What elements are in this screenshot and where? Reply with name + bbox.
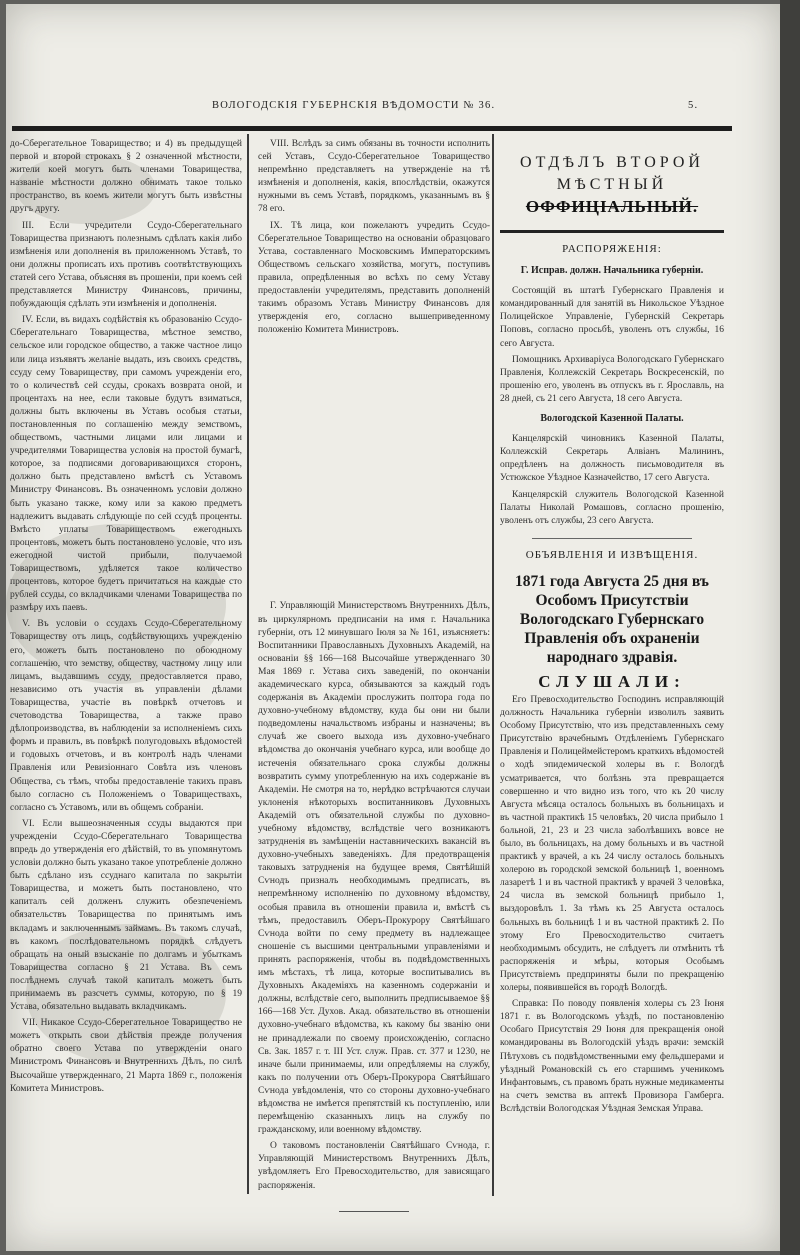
section-subtitle-official: ОФФИЦІАЛЬНЫЙ. [525, 197, 699, 216]
heard-heading: СЛУШАЛИ: [538, 671, 686, 691]
paragraph: IX. Тѣ лица, кои пожелаютъ учредить Ссудо-Сберегательное Товарищество на основаніи образцоваго Устава, составленнаго Московскимъ Императорскимъ Обществомъ сельскаго хозяйства, могутъ, поступивъ правила, опредѣленныя во всѣхъ по сему Уставу предоставленіи учредителямъ, представить дополненій такимъ образомъ Уставъ Министру Финансовъ для утвержденія его, согласно вышеприведенному положенію Комитета Министровъ. [258, 220, 490, 336]
page-number: 5. [688, 100, 699, 111]
section-title: ОТДѢЛЪ ВТОРОЙ [520, 154, 704, 171]
subheading: Г. Исправ. должн. Начальника губерніи. [520, 265, 704, 277]
subheading: Вологодской Казенной Палаты. [540, 413, 684, 425]
column-divider [247, 134, 249, 1194]
section-subtitle: МѢСТНЫЙ [556, 176, 668, 193]
paragraph: III. Если учредители Ссудо-Сберегательнаго Товарищества признаютъ полезнымъ сдѣлать какія либо измѣненія или дополненія въ приложенномъ Уставѣ, то они должны прописать ихъ противъ соотвѣтствующихъ статей сего Устава, объясняя въ прошеніи, при коемъ сей представляется Министру Финансовъ, причины, побуждающія сдѣлать эти измѣненія и дополненія. [10, 220, 242, 310]
paragraph: VII. Никакое Ссудо-Сберегательное Товарищество не можетъ открыть свои дѣйствія прежде получения обратно своего Устава по утвержденіи онаго Министромъ Финансовъ и Внутреннихъ Дѣлъ, по силѣ Высочайше утвержденнаго, 21 Марта 1869 г., положенія Комитета Министровъ. [10, 1018, 242, 1094]
divider [532, 538, 692, 539]
meeting-heading: 1871 года Августа 25 дня въ Особомъ Присутствіи Вологодскаго Губернскаго Правленія объ охраненіи народнаго здравія. [515, 572, 709, 666]
paragraph: Состоящій въ штатѣ Губернскаго Правленія и командированный для занятій въ Никольское Уѣздное Полицейское Управленіе, Губернскій Секретарь Поповъ, согласно просьбѣ, уволенъ отъ службы, 16 сего Августа. [500, 286, 724, 349]
paragraph: VIII. Вслѣдъ за симъ обязаны въ точности исполнить сей Уставъ, Ссудо-Сберегательное Товарищество непремѣнно представляетъ на утвержденіе на тѣ измѣненія и дополненія, какія, впослѣдствіи, окажутся нужными въ семъ Уставѣ, порядкомъ, указаннымъ въ § 78 его. [258, 139, 490, 215]
column-right [500, 138, 724, 1198]
announcements-heading: ОБЪЯВЛЕНІЯ И ИЗВѢЩЕНІЯ. [525, 548, 699, 561]
newspaper-page [6, 4, 780, 1251]
paragraph: Г. Управляющій Министерствомъ Внутреннихъ Дѣлъ, въ циркулярномъ предписаніи на имя г. Начальника губерніи, отъ 12 минувшаго Іюля за № 161, изъясняетъ: Воспитанники Православныхъ Духовныхъ Академій, на основаніи §§ 166—168 Высочайше утвержденнаго 30 Мая 1869 г. Устава сихъ заведеній, по окончаніи академическаго курса, обязываются за каждый годъ содержанія въ Академіи прослужить полтора года по духовно-учебному вѣдомству, куда бы они ни были подведомлены начальствомъ избраны и назначены; въ случаѣ же своего выхода изъ духовно-учебнаго вѣдомства до окончанія учебнаго курса, или вообще до истеченія обязательнаго срока службы должны возвратить сумму употребленную на ихъ содержаніе въ Академіи. Не смотря на то, нерѣдко встрѣчаются случаи уклоненія нѣкоторыхъ воспитанниковъ Духовныхъ Академій отъ обязательной службы по духовно-учебному вѣдомству, вслѣдствіе чего возникаютъ затрудненія въ замѣщеніи наставническихъ вакансій въ духовно-учебныхъ заведеніяхъ. Для предотвращенія таковыхъ затрудненія на будущее время, Святѣйшій Сѵнодъ призналъ необходимымъ предписать, въ непремѣнному исполненію по духовному вѣдомству, особыя правила въ отношеніи правила и, вмѣстѣ съ тѣмъ, предоставилъ Оберъ-Прокурору Святѣйшаго Сѵнода войти по сему предмету въ надлежащее сношеніе съ высшими центральными управленіями и принять распоряженія, чтобы въ подвѣдомственныхъ имъ мѣстахъ, тѣ лица, которые воспитывались въ Духовныхъ Академіяхъ на казенномъ содержаніи и должны, вслѣдствіе сего, выполнить предписываемое §§ 166—168 Уст. Духов. Акад. обязательство въ отношеніи духовно-учебнаго вѣдомства, къ какому бы званію они не принадлежали по своему происхожденію, согласно Св. Зак. 1857 г. т. III Уст. служ. Прав. ст. 377 и 1230, не иначе были принимаемы, или опредѣляемы на службу, какъ по получении отъ Оберъ-Прокурора Святѣйшаго Сѵнода увѣдомленія, что со стороны духовно-учебнаго вѣдомства не имѣется препятствій къ поступленію, или перемѣщенію сказанныхъ лицъ на службу по гражданскому, или военному вѣдомству. [258, 601, 490, 1136]
column-left [10, 138, 242, 1193]
section-rule [500, 230, 724, 233]
newspaper-title: ВОЛОГОДСКІЯ ГУБЕРНСКІЯ ВѢДОМОСТИ № 36. [212, 100, 496, 111]
paragraph: Его Превосходительство Господинъ исправляющій должность Начальника губерніи изволилъ заявить Особому Присутствію, что изъ представленныхъ сему Присутствію врачебнымъ Отдѣленіемъ Губернскаго Правленія и Полицеймейстеромъ краткихъ вѣдомостей о ходѣ эпидемической холеры въ г. Вологдѣ усматривается, что болѣзнь эта превращается совершенно и что видно изъ того, что къ 20 числу Августа мѣсяца осталось больныхъ въ больницахъ и въ частной практикѣ 15 человѣкъ, 20 числа прибыло 1 больной, 21, 23 и 23 числа заболѣвшихъ вовсе не было, въ больницахъ, на дому больныхъ и въ частной практикѣ у врачей, а къ 24 числу осталось больныхъ холерою въ городской земской больницѣ 1, военномъ лазаретѣ 1 и въ частной практикѣ у врачей 3 человѣка, 24 числа въ земской больницѣ прибыло 1, выздоровѣлъ 1. За тѣмъ къ 25 Августа осталось больныхъ въ больницѣ 1 и въ частной практикѣ 2. По этому Его Превосходительство считаетъ необходимымъ обсудить, не слѣдуетъ ли отмѣнить тѣ распоряженія и мѣры, которыя Особымъ Присутствіемъ предприняты были по прекращенію холеры, появившейся въ городѣ Вологдѣ. [500, 694, 724, 994]
column-divider [492, 134, 494, 1196]
page-edge-shadow [780, 0, 800, 1255]
column-middle [258, 138, 490, 1191]
paragraph: IV. Если, въ видахъ содѣйствія къ образованію Ссудо-Сберегательнаго Товарищества, мѣстное земство, сельское или городское общество, а также частное лицо или лица изъявятъ желаніе выдать, изъ своихъ средствъ, ссуду сему Товариществу, при самомъ учрежденіи его, то о количествѣ сей ссуды, срокахъ возврата оной, и процентахъ на нее, если таковые будутъ взиматься, должны быть включены въ Уставъ особыя статьи, постановленныя по соглашенію между земствомъ, обществомъ, частными лицами или лицами и учредителями Товарищества условія на простой бумагѣ, которое, за подписями договаривающихся сторонъ, должно быть представлено вмѣстѣ съ Уставомъ Министру Финансовъ. Въ означенномъ условіи должно быть указано также, кому или за какою предметъ надлежитъ выдавать слѣдующіе по сей ссудѣ проценты. Вмѣсто уплаты Товариществомъ ежегодныхъ процентовъ, можетъ быть постановлено условіе, что изъ ежегодной чистой прибыли, получаемой Товариществомъ, удѣляется такое количество процентовъ, которое будетъ причитаться на каждые сто рублей ссуды, со вкладчиками членами Товарищества по размѣру ихъ паевъ. [10, 315, 242, 614]
end-rule [339, 1211, 409, 1212]
paragraph: Справка: По поводу появленія холеры съ 23 Іюня 1871 г. въ Вологодскомъ уѣздѣ, по постановленію Особаго Присутствія 29 Іюня для прекращенія оной командированы въ Вологодскій уѣздъ врачи: земскій Пѣтуховъ съ подвѣдомственными ему фельдшерами и уѣздный Романовскій съ его старшимъ ученикомъ Инфантовымъ, съ правомъ брать нужные медикаменты на счетъ земства въ аптекѣ Провизора Гамберга. Вслѣдствіи Вологодская Уѣздная Земская Управа. [500, 999, 724, 1114]
paragraph: VI. Если вышеозначенныя ссуды выдаются при учрежденіи Ссудо-Сберегательнаго Товарищества впредь до утвержденія его дѣйствій, то въ упомянутомъ условіи должно быть указано такое употребленіе должно быть сдѣлано изъ ссуднаго капитала по закрытіи Товарищества, и можетъ быть постановлено, что капиталъ сей долженъ служить обезпеченіемъ обязательствъ Товарищества по принятымъ имъ вкладамъ и заключеннымъ займамъ. Въ такомъ случаѣ, въ какомъ послѣдовательномъ порядкѣ слѣдуетъ обращать на оный взысканіе по долгамъ и убыткамъ Товарищества согласно § 21 Устава. Въ семъ послѣднемъ случаѣ такой капиталъ можетъ быть принимаемъ въ разсчетъ суммы, которую, по § 19 Устава, обязательно выдавать вкладчикамъ. [10, 818, 242, 1013]
paragraph: до-Сберегательное Товарищество; и 4) въ предыдущей первой и второй строкахъ § 2 означенной мѣстности, жители коей могутъ быть членами Товарищества, названіе мѣстности должно обнимать такое только пространство, въ коемъ жители могутъ быть извѣстны другъ другу. [10, 139, 242, 215]
paragraph: Помощникъ Архиваріуса Вологодскаго Губернскаго Правленія, Коллежскій Секретарь Воскресенскій, по прошенію его, уволенъ въ отпускъ въ г. Ярославль, на 28 дней, съ 21 сего Августа, 18 сего Августа. [500, 354, 724, 404]
paragraph: Канцелярскій чиновникъ Казенной Палаты, Коллежскій Секретарь Алвіанъ Малининъ, опредѣленъ на должность письмоводителя въ Устюжское Уѣздное Казначейство, 17 сего Августа. [500, 434, 724, 484]
paragraph: V. Въ условіи о ссудахъ Ссудо-Сберегательному Товариществу отъ лицъ, содѣйствующихъ учрежденію его, можетъ быть постановлено по обоюдному соглашенію, что земству, обществу, частному лицу или лицамъ, выдавшимъ ссуду, предоставляется право, независимо отъ участія въ управленіи дѣлами Товарищества, участіе въ повѣркѣ отчетовъ и счетоводства Товарищества, а также право дѣлопроизводства, въ наблюденіи за исполненіемъ сихъ формъ и правилъ, въ повѣркѣ полугодовыхъ вѣдомостей и годовыхъ отчетовъ, и въ контролѣ надъ членами Правленія или Ревизіоннаго Совѣта изъ членовъ Общества, съ тѣмъ, чтобы предоставленіе такихъ правъ было согласно съ Положеніемъ о Товариществахъ, согласно съ Уставомъ, или въ общемъ собраніи. [10, 619, 242, 813]
paragraph: О таковомъ постановленіи Святѣйшаго Сѵнода, г. Управляющій Министерствомъ Внутреннихъ Дѣлъ, увѣдомляетъ Его Превосходительство, для зависящаго распоряженія. [258, 1141, 490, 1191]
orders-heading: РАСПОРЯЖЕНІЯ: [562, 243, 662, 255]
page-header [6, 98, 780, 120]
paragraph: Канцелярскій служитель Вологодской Казенной Палаты Николай Ромашовъ, согласно прошенію, уволенъ отъ службы, 23 сего Августа. [500, 489, 724, 526]
header-rule [12, 126, 732, 131]
blank-space [258, 340, 490, 600]
